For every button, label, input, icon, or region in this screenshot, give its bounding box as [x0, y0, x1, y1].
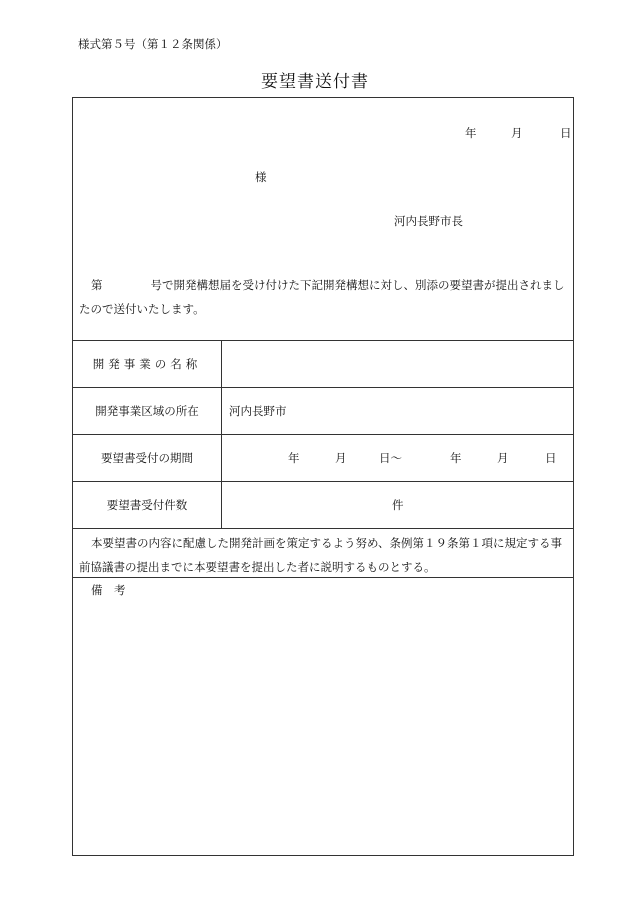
note-paragraph: 本要望書の内容に配慮した開発計画を策定するよう努め、条例第１９条第１項に規定する事前協議書の提出までに本要望書を提出した者に説明するものとする。: [79, 536, 563, 574]
table-bottom-border: [73, 528, 573, 529]
period-start-year: 年: [288, 451, 300, 465]
table-row-label: 要望書受付の期間: [101, 451, 193, 465]
table-top-border: [73, 340, 573, 341]
period-start-month: 月: [335, 451, 347, 465]
table-row-label: 開発事業の名称: [92, 357, 202, 371]
table-row-label: 要望書受付件数: [106, 498, 188, 512]
table-column-divider: [221, 340, 222, 528]
form-number-label: 様式第５号（第１２条関係）: [78, 37, 228, 51]
date-day-label: 日: [560, 126, 572, 140]
table-row-label: 開発事業区域の所在: [95, 404, 199, 418]
table-row-divider: [73, 387, 573, 388]
table-row-value: 河内長野市: [229, 404, 287, 418]
intro-paragraph: [79, 273, 569, 321]
form-sheet: [72, 97, 574, 856]
document-title: 要望書送付書: [261, 72, 369, 92]
table-row-divider: [73, 434, 573, 435]
date-year-label: 年: [465, 126, 477, 140]
period-start-day: 日～: [379, 451, 402, 465]
intro-prefix: 第: [91, 278, 103, 292]
remarks-top-border: [73, 577, 573, 578]
period-end-day: 日: [545, 451, 557, 465]
remarks-label: 備 考: [91, 583, 126, 597]
table-row-divider: [73, 481, 573, 482]
date-month-label: 月: [511, 126, 523, 140]
intro-text: 号で開発構想届を受け付けた下記開発構想に対し、別添の要望書が提出されましたので送付いたします。: [79, 278, 565, 316]
sender-name: 河内長野市長: [394, 214, 463, 228]
period-end-year: 年: [450, 451, 462, 465]
period-end-month: 月: [497, 451, 509, 465]
table-row-value: 件: [392, 498, 404, 512]
recipient-honorific: 様: [255, 170, 267, 184]
